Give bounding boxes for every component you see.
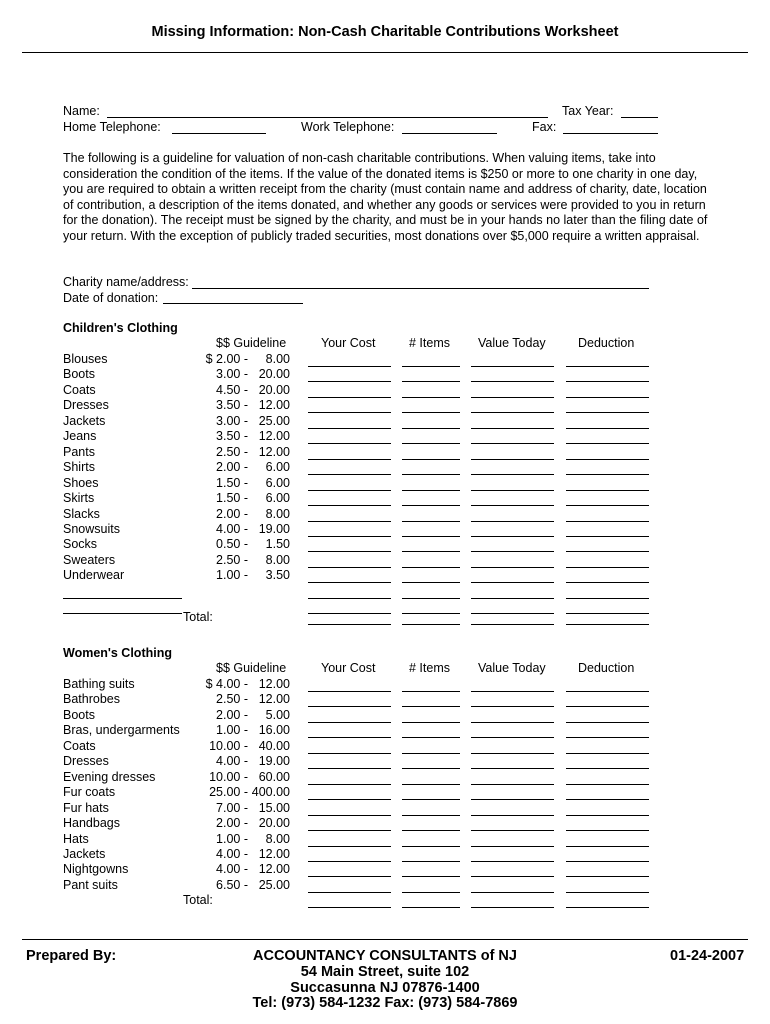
item-name: Pants	[63, 444, 95, 459]
items-field[interactable]	[402, 505, 460, 506]
your-cost-field[interactable]	[308, 412, 391, 413]
your-cost-column-header: Your Cost	[321, 336, 376, 350]
your-cost-field[interactable]	[308, 582, 391, 583]
deduction-field[interactable]	[566, 892, 649, 893]
fax-label: Fax:	[532, 120, 557, 134]
deduction-field[interactable]	[566, 397, 649, 398]
deduction-field[interactable]	[566, 830, 649, 831]
deduction-field[interactable]	[566, 428, 649, 429]
your-cost-field[interactable]	[308, 907, 391, 908]
guideline-low: 2.50 -	[216, 552, 248, 567]
guideline-column-header: $$ Guideline	[216, 661, 287, 675]
guideline-high: 16.00	[258, 723, 290, 738]
guideline-low: 2.50 -	[216, 692, 248, 707]
item-name: Hats	[63, 831, 89, 846]
guideline-high: 6.00	[265, 475, 290, 490]
items-field[interactable]	[402, 722, 460, 723]
guideline-high: 3.50	[265, 568, 290, 583]
your-cost-field[interactable]	[308, 691, 391, 692]
value-today-field[interactable]	[471, 892, 554, 893]
item-name: Jeans	[63, 429, 97, 444]
your-cost-field[interactable]	[308, 381, 391, 382]
item-name: Bathing suits	[63, 677, 135, 691]
guideline-column-header: $$ Guideline	[216, 336, 287, 350]
value-today-field[interactable]	[471, 876, 554, 877]
guideline-low: 10.00 -	[209, 738, 248, 753]
value-today-field[interactable]	[471, 551, 554, 552]
item-name: Jackets	[63, 846, 106, 861]
work-telephone-label: Work Telephone:	[301, 120, 395, 134]
value-today-field[interactable]	[471, 753, 554, 754]
items-field[interactable]	[402, 521, 460, 522]
item-name: Underwear	[63, 568, 125, 583]
value-today-field[interactable]	[471, 536, 554, 537]
your-cost-field[interactable]	[308, 505, 391, 506]
value-today-field[interactable]	[471, 582, 554, 583]
deduction-field[interactable]	[566, 459, 649, 460]
title-divider	[22, 52, 748, 53]
your-cost-field[interactable]	[308, 397, 391, 398]
guideline-low: 7.00 -	[216, 800, 248, 815]
guideline-low: 2.00 -	[216, 707, 248, 722]
your-cost-field[interactable]	[308, 722, 391, 723]
items-field[interactable]	[402, 474, 460, 475]
item-name: Coats	[63, 738, 96, 753]
charity-name-address-field[interactable]	[192, 288, 649, 289]
items-field[interactable]	[402, 846, 460, 847]
item-name: Nightgowns	[63, 862, 129, 877]
your-cost-field[interactable]	[308, 846, 391, 847]
page-title: Missing Information: Non-Cash Charitable Contributions Worksheet	[151, 24, 619, 40]
guideline-high: 1.50	[265, 537, 290, 552]
guideline-low: 4.00 -	[216, 521, 248, 536]
guideline-high: 12.00	[258, 444, 290, 459]
your-cost-field[interactable]	[308, 861, 391, 862]
tax-year-label: Tax Year:	[562, 104, 614, 118]
guideline-high: 12.00	[258, 429, 290, 444]
items-field[interactable]	[402, 706, 460, 707]
guideline-high: 20.00	[258, 816, 290, 831]
deduction-field[interactable]	[566, 815, 649, 816]
value-today-field[interactable]	[471, 799, 554, 800]
your-cost-field[interactable]	[308, 567, 391, 568]
items-field[interactable]	[402, 799, 460, 800]
items-column-header: # Items	[409, 336, 450, 350]
item-name: Bathrobes	[63, 692, 120, 707]
value-today-field[interactable]	[471, 428, 554, 429]
your-cost-field[interactable]	[308, 624, 391, 625]
deduction-field[interactable]	[566, 876, 649, 877]
your-cost-field[interactable]	[308, 876, 391, 877]
value-today-field[interactable]	[471, 815, 554, 816]
guideline-high: 19.00	[258, 754, 290, 769]
guideline-low: 1.00 -	[216, 723, 248, 738]
guideline-high: 12.00	[258, 398, 290, 413]
deduction-field[interactable]	[566, 474, 649, 475]
item-name: Pant suits	[63, 877, 118, 892]
guideline-high: 40.00	[258, 738, 290, 753]
value-today-field[interactable]	[471, 366, 554, 367]
items-field[interactable]	[402, 784, 460, 785]
value-today-field[interactable]	[471, 397, 554, 398]
items-field[interactable]	[402, 907, 460, 908]
item-name: Dresses	[63, 754, 109, 769]
your-cost-column-header: Your Cost	[321, 661, 376, 675]
guideline-low: 1.00 -	[216, 568, 248, 583]
deduction-field[interactable]	[566, 907, 649, 908]
items-field[interactable]	[402, 366, 460, 367]
items-field[interactable]	[402, 428, 460, 429]
item-name: Snowsuits	[63, 521, 120, 536]
value-today-field[interactable]	[471, 443, 554, 444]
your-cost-field[interactable]	[308, 753, 391, 754]
items-field[interactable]	[402, 567, 460, 568]
value-today-field[interactable]	[471, 598, 554, 599]
guideline-low: 4.00 -	[216, 846, 248, 861]
item-name: Shirts	[63, 460, 95, 475]
items-field[interactable]	[402, 536, 460, 537]
items-field[interactable]	[402, 861, 460, 862]
items-field[interactable]	[402, 624, 460, 625]
total-label: Total:	[183, 609, 213, 624]
your-cost-field[interactable]	[308, 613, 391, 614]
value-today-field[interactable]	[471, 521, 554, 522]
deduction-field[interactable]	[566, 443, 649, 444]
items-field[interactable]	[402, 397, 460, 398]
item-name: Skirts	[63, 491, 95, 506]
guideline-high: 19.00	[258, 521, 290, 536]
value-today-field[interactable]	[471, 768, 554, 769]
deduction-field[interactable]	[566, 799, 649, 800]
value-today-field[interactable]	[471, 737, 554, 738]
your-cost-field[interactable]	[308, 474, 391, 475]
footer-divider	[22, 939, 748, 940]
items-field[interactable]	[402, 753, 460, 754]
deduction-field[interactable]	[566, 613, 649, 614]
value-today-field[interactable]	[471, 861, 554, 862]
guideline-low: 25.00 -	[209, 785, 248, 800]
home-telephone-field[interactable]	[172, 133, 266, 134]
value-today-column-header: Value Today	[478, 661, 546, 675]
items-field[interactable]	[402, 876, 460, 877]
womens-clothing-title: Women's Clothing	[63, 646, 172, 660]
item-name: Sweaters	[63, 552, 116, 567]
charity-name-address-label: Charity name/address:	[63, 275, 189, 289]
your-cost-field[interactable]	[308, 784, 391, 785]
item-name: Coats	[63, 382, 96, 397]
footer-date: 01-24-2007	[670, 948, 745, 964]
value-today-field[interactable]	[471, 830, 554, 831]
items-field[interactable]	[402, 815, 460, 816]
items-field[interactable]	[402, 768, 460, 769]
deduction-field[interactable]	[566, 551, 649, 552]
name-label: Name:	[63, 104, 100, 118]
value-today-field[interactable]	[471, 505, 554, 506]
value-today-field[interactable]	[471, 691, 554, 692]
your-cost-field[interactable]	[308, 892, 391, 893]
items-field[interactable]	[402, 381, 460, 382]
value-today-field[interactable]	[471, 722, 554, 723]
guideline-high: 8.00	[265, 352, 290, 366]
guideline-low: 0.50 -	[216, 537, 248, 552]
guideline-low: 2.50 -	[216, 444, 248, 459]
deduction-field[interactable]	[566, 691, 649, 692]
guideline-low: 2.00 -	[216, 816, 248, 831]
your-cost-field[interactable]	[308, 536, 391, 537]
firm-name: ACCOUNTANCY CONSULTANTS of NJ	[253, 948, 517, 964]
item-name: Shoes	[63, 475, 99, 490]
guideline-high: 20.00	[258, 382, 290, 397]
guideline-high: 6.00	[265, 460, 290, 475]
items-field[interactable]	[402, 613, 460, 614]
your-cost-field[interactable]	[308, 459, 391, 460]
guideline-low: 3.00 -	[216, 367, 248, 382]
your-cost-field[interactable]	[308, 428, 391, 429]
item-name: Evening dresses	[63, 769, 156, 784]
deduction-field[interactable]	[566, 582, 649, 583]
prepared-by-label: Prepared By:	[26, 948, 117, 964]
guideline-low: 4.50 -	[216, 382, 248, 397]
your-cost-field[interactable]	[308, 598, 391, 599]
total-label: Total:	[183, 893, 213, 908]
guideline-low: 4.00 -	[216, 754, 248, 769]
item-name: Jackets	[63, 413, 106, 428]
item-name: Blouses	[63, 352, 108, 366]
firm-address-line-2: Succasunna NJ 07876-1400	[290, 980, 480, 996]
childrens-clothing-title: Children's Clothing	[63, 321, 178, 335]
guideline-high: 5.00	[265, 707, 290, 722]
item-name: Boots	[63, 707, 95, 722]
value-today-field[interactable]	[471, 613, 554, 614]
guideline-high: 400.00	[251, 785, 290, 800]
firm-address-line-1: 54 Main Street, suite 102	[300, 964, 470, 980]
guideline-high: 8.00	[265, 552, 290, 567]
guideline-low: 1.00 -	[216, 831, 248, 846]
guideline-low: 1.50 -	[216, 491, 248, 506]
item-name: Dresses	[63, 398, 109, 413]
your-cost-field[interactable]	[308, 706, 391, 707]
guideline-low: 3.50 -	[216, 398, 248, 413]
deduction-field[interactable]	[566, 598, 649, 599]
value-today-field[interactable]	[471, 706, 554, 707]
home-telephone-label: Home Telephone:	[63, 120, 161, 134]
deduction-field[interactable]	[566, 706, 649, 707]
item-name: Fur hats	[63, 800, 109, 815]
deduction-field[interactable]	[566, 846, 649, 847]
guideline-high: 6.00	[265, 491, 290, 506]
blank-item-name-field[interactable]	[63, 613, 182, 614]
deduction-column-header: Deduction	[578, 336, 635, 350]
item-name: Socks	[63, 537, 98, 552]
guideline-paragraph: The following is a guideline for valuation of non-cash charitable contributions. When valuing items, take into consideration the condition of the items. If the value of the donated items is $250 or more to one charity in one day, you are required to obtain a written receipt from the charity (must contain name and address of charity, date, location of contribution, a description of the items donated, and whether any goods or services were provided to you in return for the donation). The receipt must be signed by the charity, and must be in your hands no later than the filing date of your return. With the exception of publicly traded securities, most donations over $5,000 require a written appraisal.	[63, 151, 708, 243]
value-today-column-header: Value Today	[478, 336, 546, 350]
firm-phone-fax: Tel: (973) 584-1232 Fax: (973) 584-7869	[252, 995, 518, 1011]
guideline-high: 25.00	[258, 877, 290, 892]
deduction-field[interactable]	[566, 784, 649, 785]
value-today-field[interactable]	[471, 490, 554, 491]
value-today-field[interactable]	[471, 624, 554, 625]
value-today-field[interactable]	[471, 381, 554, 382]
item-name: Fur coats	[63, 785, 116, 800]
date-of-donation-field[interactable]	[163, 303, 303, 304]
guideline-high: 12.00	[258, 692, 290, 707]
guideline-low: 3.50 -	[216, 429, 248, 444]
your-cost-field[interactable]	[308, 799, 391, 800]
guideline-high: 12.00	[258, 862, 290, 877]
deduction-field[interactable]	[566, 861, 649, 862]
blank-item-name-field[interactable]	[63, 598, 182, 599]
guideline-low: 6.50 -	[216, 877, 248, 892]
item-name: Slacks	[63, 506, 100, 521]
deduction-field[interactable]	[566, 505, 649, 506]
items-field[interactable]	[402, 443, 460, 444]
items-field[interactable]	[402, 830, 460, 831]
items-field[interactable]	[402, 551, 460, 552]
date-of-donation-label: Date of donation:	[63, 291, 159, 305]
guideline-low: $ 2.00 -	[205, 352, 248, 366]
tax-year-field[interactable]	[621, 117, 658, 118]
value-today-field[interactable]	[471, 907, 554, 908]
deduction-field[interactable]	[566, 722, 649, 723]
deduction-field[interactable]	[566, 381, 649, 382]
guideline-high: 8.00	[265, 831, 290, 846]
your-cost-field[interactable]	[308, 830, 391, 831]
deduction-field[interactable]	[566, 737, 649, 738]
deduction-field[interactable]	[566, 624, 649, 625]
deduction-field[interactable]	[566, 567, 649, 568]
deduction-field[interactable]	[566, 490, 649, 491]
deduction-field[interactable]	[566, 412, 649, 413]
value-today-field[interactable]	[471, 846, 554, 847]
deduction-field[interactable]	[566, 536, 649, 537]
guideline-high: 60.00	[258, 769, 290, 784]
your-cost-field[interactable]	[308, 366, 391, 367]
item-name: Bras, undergarments	[63, 723, 180, 738]
guideline-high: 12.00	[258, 846, 290, 861]
fax-field[interactable]	[563, 133, 658, 134]
items-column-header: # Items	[409, 661, 450, 675]
guideline-low: 3.00 -	[216, 413, 248, 428]
item-name: Handbags	[63, 816, 120, 831]
item-name: Boots	[63, 367, 95, 382]
guideline-low: 2.00 -	[216, 460, 248, 475]
value-today-field[interactable]	[471, 567, 554, 568]
work-telephone-field[interactable]	[402, 133, 497, 134]
your-cost-field[interactable]	[308, 768, 391, 769]
items-field[interactable]	[402, 490, 460, 491]
guideline-low: 4.00 -	[216, 862, 248, 877]
deduction-column-header: Deduction	[578, 661, 635, 675]
items-field[interactable]	[402, 737, 460, 738]
your-cost-field[interactable]	[308, 551, 391, 552]
guideline-low: 2.00 -	[216, 506, 248, 521]
your-cost-field[interactable]	[308, 521, 391, 522]
value-today-field[interactable]	[471, 412, 554, 413]
guideline-high: 12.00	[258, 677, 290, 691]
items-field[interactable]	[402, 459, 460, 460]
guideline-high: 8.00	[265, 506, 290, 521]
guideline-low: 1.50 -	[216, 475, 248, 490]
items-field[interactable]	[402, 412, 460, 413]
your-cost-field[interactable]	[308, 490, 391, 491]
your-cost-field[interactable]	[308, 737, 391, 738]
items-field[interactable]	[402, 691, 460, 692]
guideline-low: $ 4.00 -	[205, 677, 248, 691]
guideline-high: 20.00	[258, 367, 290, 382]
value-today-field[interactable]	[471, 459, 554, 460]
guideline-high: 15.00	[258, 800, 290, 815]
name-field[interactable]	[107, 117, 548, 118]
deduction-field[interactable]	[566, 521, 649, 522]
your-cost-field[interactable]	[308, 815, 391, 816]
items-field[interactable]	[402, 598, 460, 599]
deduction-field[interactable]	[566, 768, 649, 769]
items-field[interactable]	[402, 582, 460, 583]
guideline-low: 10.00 -	[209, 769, 248, 784]
your-cost-field[interactable]	[308, 443, 391, 444]
value-today-field[interactable]	[471, 784, 554, 785]
guideline-high: 25.00	[258, 413, 290, 428]
deduction-field[interactable]	[566, 753, 649, 754]
value-today-field[interactable]	[471, 474, 554, 475]
items-field[interactable]	[402, 892, 460, 893]
deduction-field[interactable]	[566, 366, 649, 367]
